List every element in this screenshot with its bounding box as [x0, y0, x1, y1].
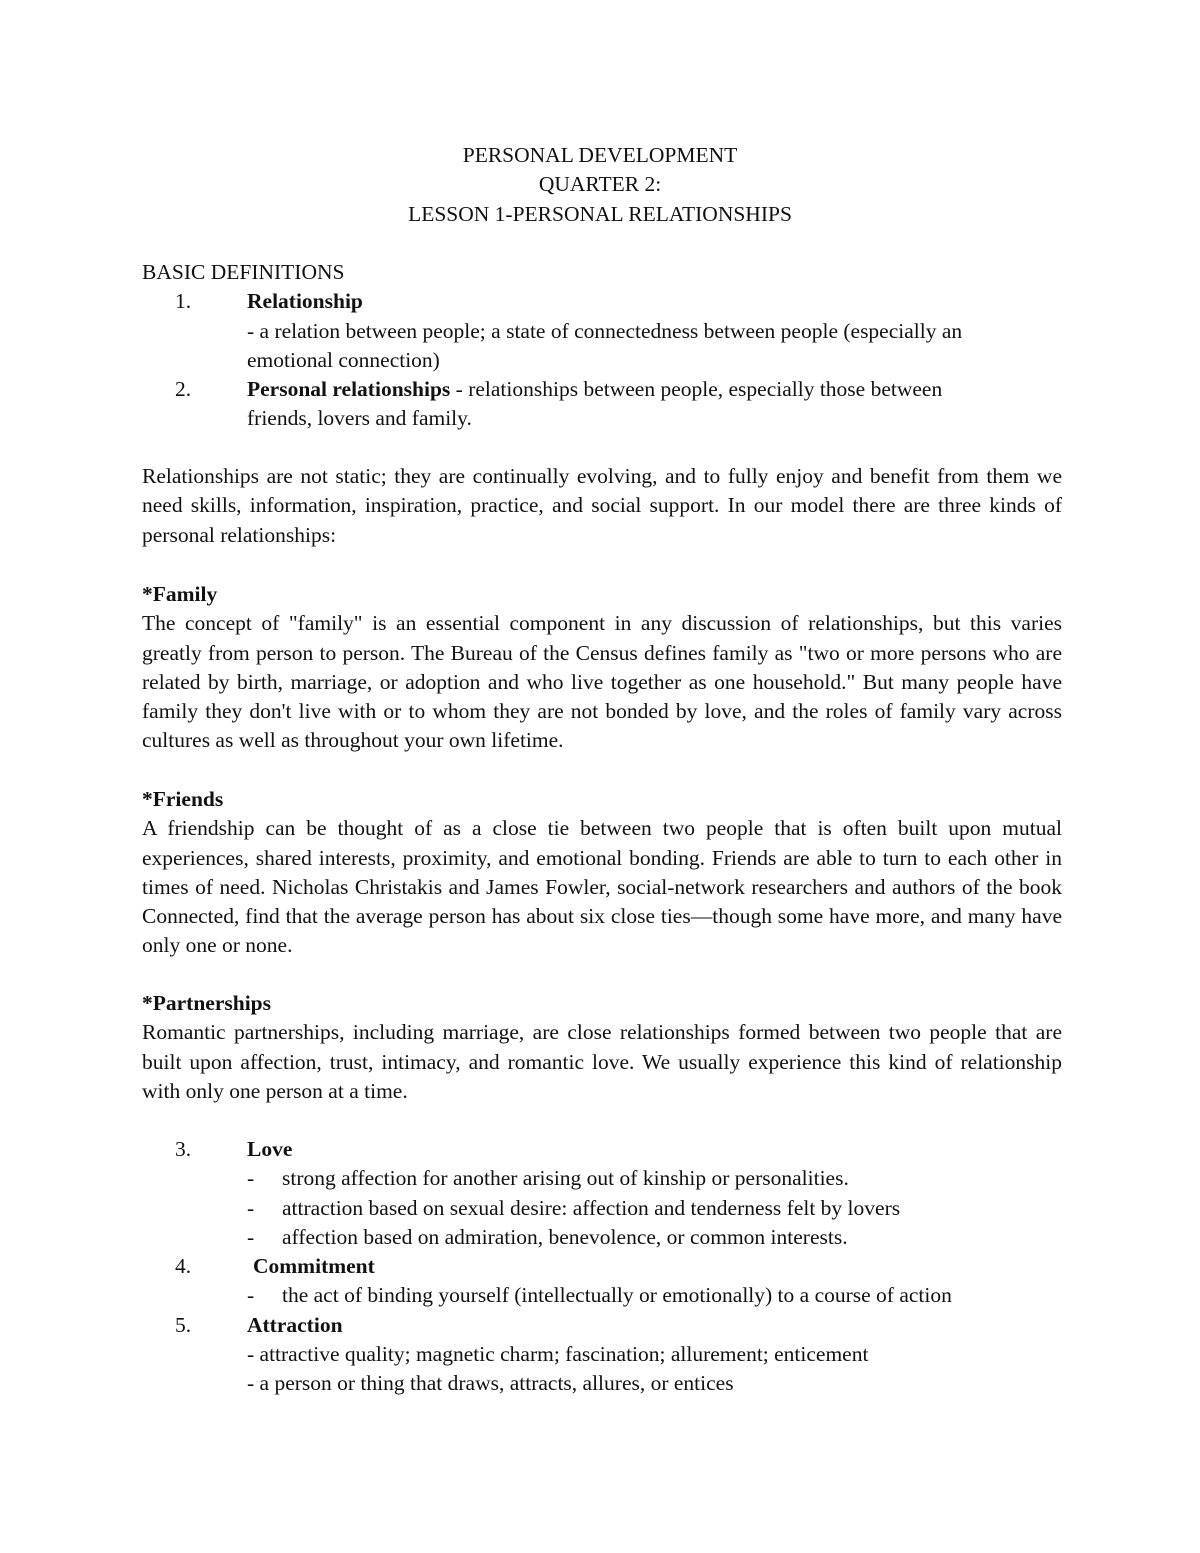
relationship-definition-line-1: - a relation between people; a state of connectedness between people (especially an — [247, 318, 963, 343]
quarter-title: QUARTER 2: — [538, 172, 662, 197]
family-section — [142, 580, 1062, 756]
friends-heading: *Friends — [142, 787, 224, 811]
definition-item-personal-relationships — [142, 375, 1062, 404]
love-definition-2: - attraction based on sexual desire: affection and tenderness felt by lovers — [247, 1195, 901, 1220]
term-relationship: Relationship — [247, 289, 363, 314]
basic-definitions-heading: BASIC DEFINITIONS — [142, 260, 345, 284]
item-number: 2. — [175, 377, 192, 402]
lesson-title: LESSON 1-PERSONAL RELATIONSHIPS — [408, 201, 792, 226]
document-header — [0, 141, 1200, 229]
term-commitment: Commitment — [253, 1254, 375, 1279]
love-definition-1: - strong affection for another arising out of kinship or personalities. — [247, 1166, 849, 1191]
item-number: 4. — [175, 1254, 192, 1279]
definition-item-relationship — [142, 287, 1062, 316]
friends-paragraph: A friendship can be thought of as a close tie between two people that is often built upon mutual experiences, shared interests, proximity, and emotional bonding. Friends are able to turn to each other in times of need. Nicholas Christakis and James Fowler, social-network researchers and authors of the book Connected, find that the average person has about six close ties—though some have more, and many have only one or none. — [142, 816, 1062, 958]
family-paragraph: The concept of "family" is an essential component in any discussion of relationships, but this varies greatly from person to person. The Bureau of the Census defines family as "two or more persons who are related by birth, marriage, or adoption and who live together as one household." But many people have family they don't live with or to whom they are not bonded by love, and the roles of family vary across cultures as well as throughout your own lifetime. — [142, 611, 1062, 753]
intro-paragraph: Relationships are not static; they are continually evolving, and to fully enjoy and benefit from them we need skills, information, inspiration, practice, and social support. In our model there are three kinds of personal relationships: — [142, 464, 1062, 547]
attraction-definition-2: - a person or thing that draws, attracts, allures, or entices — [247, 1371, 734, 1396]
term-attraction: Attraction — [247, 1312, 343, 1337]
item-number: 5. — [175, 1312, 192, 1337]
personal-relationships-definition-line-1: - relationships between people, especially those between — [450, 377, 943, 402]
item-number: 1. — [175, 289, 192, 314]
item-number: 3. — [175, 1137, 192, 1161]
definition-item-love — [142, 1135, 1062, 1164]
basic-definitions-section — [142, 258, 1062, 434]
subject-title: PERSONAL DEVELOPMENT — [462, 143, 738, 167]
partnerships-section — [142, 989, 1062, 1106]
family-heading: *Family — [142, 582, 218, 606]
definition-item-commitment — [142, 1252, 1062, 1281]
term-personal-relationships: Personal relationships — [247, 377, 451, 402]
love-definition-3: - affection based on admiration, benevolence, or common interests. — [247, 1224, 848, 1249]
partnerships-heading: *Partnerships — [142, 991, 271, 1015]
attraction-definition-1: - attractive quality; magnetic charm; fascination; allurement; enticement — [247, 1342, 869, 1367]
personal-relationships-definition-line-2: friends, lovers and family. — [247, 406, 472, 431]
relationship-definition-line-2: emotional connection) — [247, 347, 440, 372]
friends-section — [142, 785, 1062, 961]
more-definitions-section — [142, 1135, 1062, 1399]
definition-item-attraction — [142, 1311, 1062, 1340]
partnerships-paragraph: Romantic partnerships, including marriage, are close relationships formed between two people that are built upon affection, trust, intimacy, and romantic love. We usually experience this kind of relationship with only one person at a time. — [142, 1020, 1062, 1103]
commitment-definition: - the act of binding yourself (intellectually or emotionally) to a course of action — [247, 1283, 952, 1308]
term-love: Love — [247, 1137, 293, 1161]
